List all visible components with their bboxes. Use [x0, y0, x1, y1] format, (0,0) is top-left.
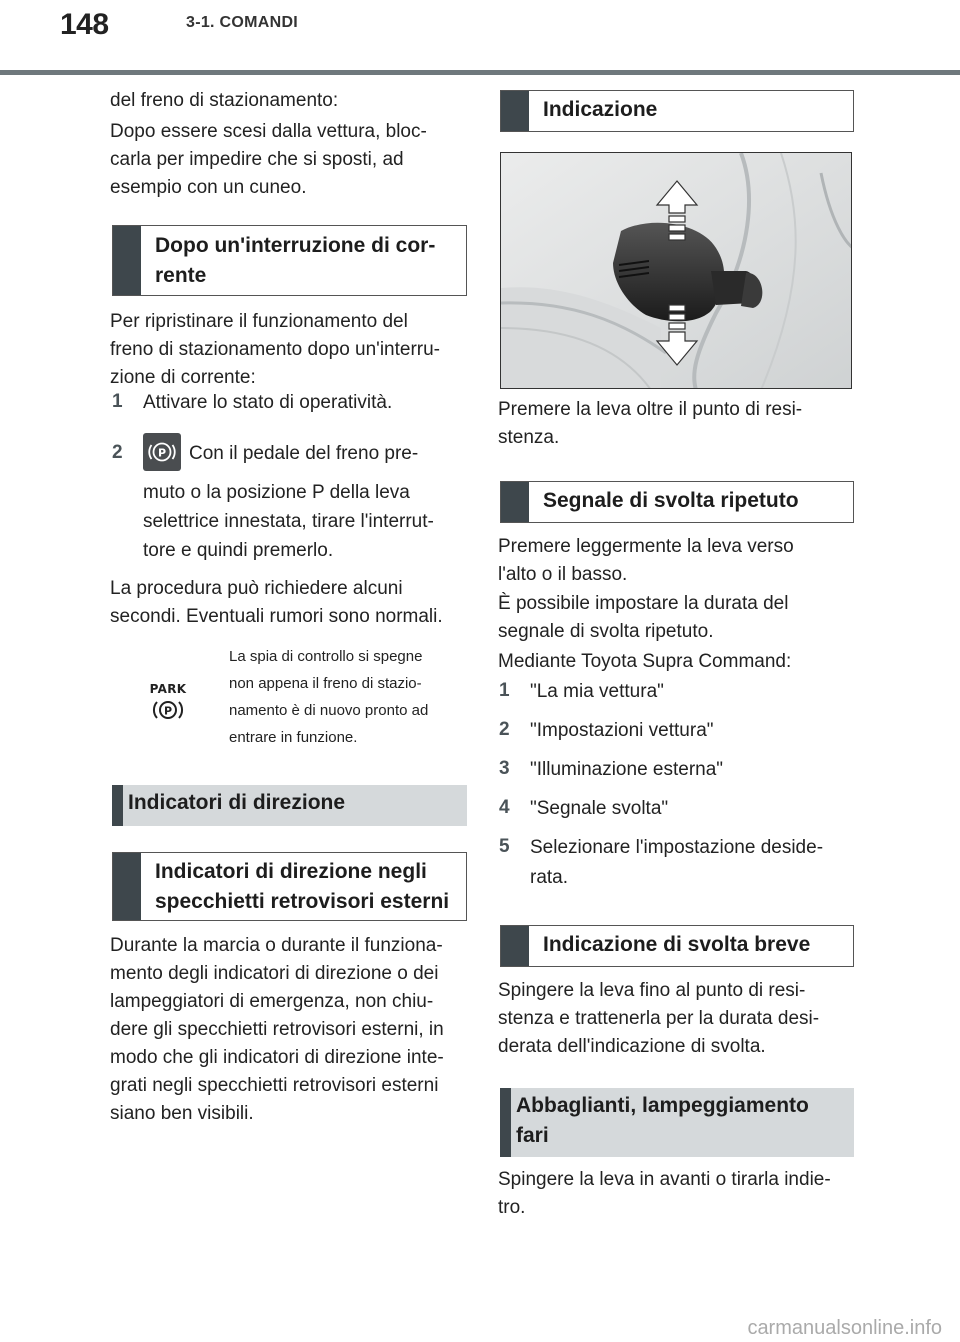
step-text: "Impostazioni vettura" [530, 720, 714, 741]
page-number: 148 [60, 8, 109, 41]
step-text: Selezionare l'impostazione deside- [530, 837, 824, 858]
step-text: "Illuminazione esterna" [530, 759, 724, 780]
text-line: esempio con un cuneo. [110, 177, 307, 198]
svg-text:P: P [157, 446, 167, 460]
text-line: segnale di svolta ripetuto. [498, 621, 714, 642]
step-number: 1 [112, 391, 123, 412]
text-line: Spingere la leva fino al punto di resi- [498, 980, 806, 1001]
text-line: Durante la marcia o durante il funziona- [110, 935, 443, 956]
text-line: secondi. Eventuali rumori sono normali. [110, 606, 443, 627]
section-title: 3-1. COMANDI [186, 14, 299, 31]
turn-signal-lever-figure [500, 152, 852, 389]
text-line: Premere leggermente la leva verso [498, 536, 794, 557]
text-line: dere gli specchietti retrovisori esterni, in [110, 1019, 444, 1040]
text-line: Premere la leva oltre il punto di resi- [498, 399, 803, 420]
text-line: tore e quindi premerlo. [143, 540, 334, 561]
text-line: entrare in funzione. [229, 729, 358, 746]
segnale-paragraph [498, 533, 858, 589]
heading-box-breve [500, 925, 854, 967]
section-heading-abbaglianti [500, 1088, 854, 1157]
heading-box-power-interruption [112, 225, 467, 296]
step-text: "La mia vettura" [530, 681, 664, 702]
possible-paragraph [498, 590, 858, 646]
text-line: stenza. [498, 427, 560, 448]
step-number: 4 [499, 797, 510, 818]
text-line: lampeggiatori di emergenza, non chiu- [110, 991, 434, 1012]
text-line: selettrice innestata, tirare l'interrut- [143, 511, 434, 532]
text-line: mento degli indicatori di direzione o dei [110, 963, 439, 984]
step-number: 2 [499, 719, 510, 740]
header-rule [0, 70, 960, 75]
text-line: zione di corrente: [110, 367, 256, 388]
step-text: "Segnale svolta" [530, 798, 669, 819]
parking-brake-button-icon [143, 433, 181, 471]
step-text-cont: rata. [530, 867, 569, 888]
heading-text: Dopo un'interruzione di cor- rente [155, 234, 436, 287]
command-paragraph [498, 648, 858, 676]
heading-bar [113, 853, 141, 920]
text-line: È possibile impostare la durata del [498, 593, 789, 614]
section-bar [500, 1088, 511, 1157]
intro-line: del freno di stazionamento: [110, 90, 339, 111]
press-paragraph [498, 396, 858, 452]
section-heading-text: Indicatori di direzione [128, 791, 346, 814]
text-line: derata dell'indicazione di svolta. [498, 1036, 766, 1057]
heading-text: Segnale di svolta ripetuto [543, 489, 799, 512]
text-line: grati negli specchietti retrovisori esterni [110, 1075, 439, 1096]
park-warning-icon: PARK P [149, 682, 187, 718]
watermark: carmanualsonline.info [747, 1317, 942, 1339]
driving-paragraph [110, 932, 480, 1128]
text-line: siano ben visibili. [110, 1103, 254, 1124]
text-line: non appena il freno di stazio- [229, 675, 422, 692]
heading-box-segnale [500, 481, 854, 523]
breve-paragraph [498, 977, 860, 1061]
text-line: muto o la posizione P della leva [143, 482, 410, 503]
left-intro [110, 87, 470, 115]
left-intro-para [110, 118, 470, 202]
procedure-paragraph [110, 575, 475, 631]
heading-box-indicazione [500, 90, 854, 132]
text-line: Dopo essere scesi dalla vettura, bloc- [110, 121, 427, 142]
heading-bar [501, 482, 529, 522]
text-line: modo che gli indicatori di direzione inte- [110, 1047, 444, 1068]
text-line: freno di stazionamento dopo un'interru- [110, 339, 440, 360]
section-heading-indicatori [112, 785, 467, 826]
heading-text: Indicazione di svolta breve [543, 933, 811, 956]
heading-bar [113, 226, 141, 295]
step-text-cont [143, 478, 473, 565]
text-line: Mediante Toyota Supra Command: [498, 651, 792, 672]
text-line: Spingere la leva in avanti o tirarla indie- [498, 1169, 831, 1190]
section-bar [112, 785, 123, 826]
section-heading-text: Abbaglianti, lampeggiamento fari [516, 1094, 809, 1147]
text-line: La procedura può richiedere alcuni [110, 578, 403, 599]
text-line: Per ripristinare il funzionamento del [110, 311, 408, 332]
step-number: 2 [112, 442, 123, 463]
step-number: 3 [499, 758, 510, 779]
text-line: stenza e trattenerla per la durata desi- [498, 1008, 820, 1029]
step-text: Attivare lo stato di operatività. [143, 392, 393, 413]
heading-text: Indicatori di direzione negli specchietti retrovisori esterni [155, 860, 450, 913]
text-line: tro. [498, 1197, 526, 1218]
text-line: l'alto o il basso. [498, 564, 628, 585]
text-line: carla per impedire che si sposti, ad [110, 149, 404, 170]
restore-paragraph [110, 308, 475, 392]
heading-bar [501, 926, 529, 966]
step-number: 1 [499, 680, 510, 701]
heading-box-mirrors [112, 852, 467, 921]
text-line: La spia di controllo si spegne [229, 648, 423, 665]
step-text: Con il pedale del freno pre- [189, 443, 419, 464]
heading-bar [501, 91, 529, 131]
svg-text:P: P [163, 704, 173, 718]
abbaglianti-paragraph [498, 1166, 860, 1222]
heading-text: Indicazione [543, 98, 658, 121]
park-note [229, 643, 469, 751]
step-number: 5 [499, 836, 510, 857]
text-line: namento è di nuovo pronto ad [229, 702, 429, 719]
